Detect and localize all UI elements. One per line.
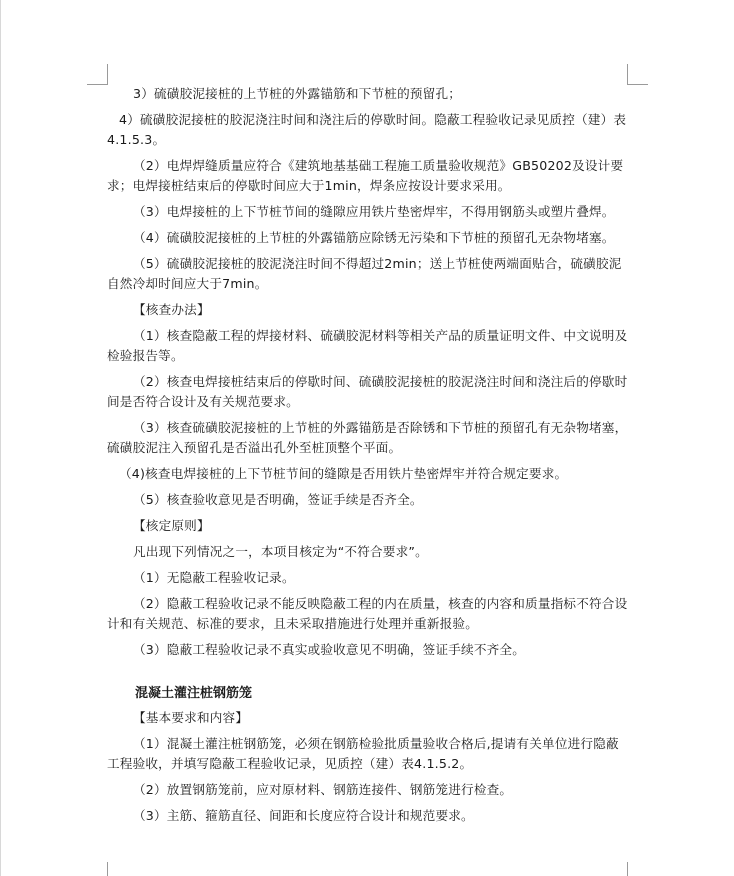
check-method-item: （5）核查验收意见是否明确，签证手续是否齐全。 <box>133 492 423 507</box>
page-corner-mark-top-right <box>627 64 648 85</box>
section-spacer <box>107 666 629 684</box>
principles-item: （3）隐蔽工程验收记录不真实或验收意见不明确，签证手续不齐全。 <box>133 642 526 657</box>
paragraph-weld-quality: （2）电焊焊缝质量应符合《建筑地基基础工程施工质量验收规范》GB50202及设计要求；电焊接桩结束后的停歇时间应大于1min，焊条应按设计要求采用。 <box>107 158 624 193</box>
page-corner-mark-bottom-left <box>87 862 108 876</box>
paragraph-item-4: 4）硫磺胶泥接桩的胶泥浇注时间和浇注后的停歇时间。隐蔽工程验收记录见质控（建）表4.1.5.3。 <box>107 112 627 147</box>
check-method-heading: 【核查办法】 <box>133 302 210 317</box>
paragraph-sulfur-anchor: （4）硫磺胶泥接桩的上节桩的外露锚筋应除锈无污染和下节桩的预留孔无杂物堵塞。 <box>133 230 615 245</box>
check-method-item: （2）核查电焊接桩结束后的停歇时间、硫磺胶泥接桩的胶泥浇注时间和浇注后的停歇时间是否符合设计及有关规范要求。 <box>107 374 628 409</box>
document-body <box>107 84 629 832</box>
paragraph-weld-gap: （3）电焊接桩的上下节桩节间的缝隙应用铁片垫密焊牢，不得用钢筋头或塑片叠焊。 <box>133 204 615 219</box>
basic-requirements-item: （3）主筋、箍筋直径、间距和长度应符合设计和规范要求。 <box>133 808 474 823</box>
principles-heading: 【核定原则】 <box>133 518 210 533</box>
basic-requirements-item: （1）混凝土灌注桩钢筋笼，必须在钢筋检验批质量验收合格后,提请有关单位进行隐蔽工程验收，并填写隐蔽工程验收记录，见质控（建）表4.1.5.2。 <box>107 736 619 771</box>
page-corner-mark-top-left <box>87 64 108 85</box>
check-method-item: （4)核查电焊接桩的上下节桩节间的缝隙是否用铁片垫密焊牢并符合规定要求。 <box>119 466 568 481</box>
principles-item: （2）隐蔽工程验收记录不能反映隐蔽工程的内在质量，核查的内容和质量指标不符合设计和有关规范、标准的要求，且未采取措施进行处理并重新报验。 <box>107 596 628 631</box>
paragraph-item-3: 3）硫磺胶泥接桩的上节桩的外露锚筋和下节桩的预留孔； <box>133 86 462 101</box>
paragraph-sulfur-time: （5）硫磺胶泥接桩的胶泥浇注时间不得超过2min；送上节桩使两端面贴合，硫磺胶泥自然冷却时间应大于7min。 <box>107 256 622 291</box>
principles-item: （1）无隐蔽工程验收记录。 <box>133 570 295 585</box>
page-corner-mark-bottom-right <box>627 862 648 876</box>
section-title: 混凝土灌注桩钢筋笼 <box>135 686 253 701</box>
check-method-item: （1）核查隐蔽工程的焊接材料、硫磺胶泥材料等相关产品的质量证明文件、中文说明及检验报告等。 <box>107 328 628 363</box>
principles-intro: 凡出现下列情况之一，本项目核定为“不符合要求”。 <box>133 544 428 559</box>
check-method-item: （3）核查硫磺胶泥接桩的上节桩的外露锚筋是否除锈和下节桩的预留孔有无杂物堵塞，硫磺胶泥注入预留孔是否溢出孔外至桩顶整个平面。 <box>107 420 628 455</box>
basic-requirements-heading: 【基本要求和内容】 <box>133 710 249 725</box>
basic-requirements-item: （2）放置钢筋笼前，应对原材料、钢筋连接件、钢筋笼进行检查。 <box>133 782 513 797</box>
